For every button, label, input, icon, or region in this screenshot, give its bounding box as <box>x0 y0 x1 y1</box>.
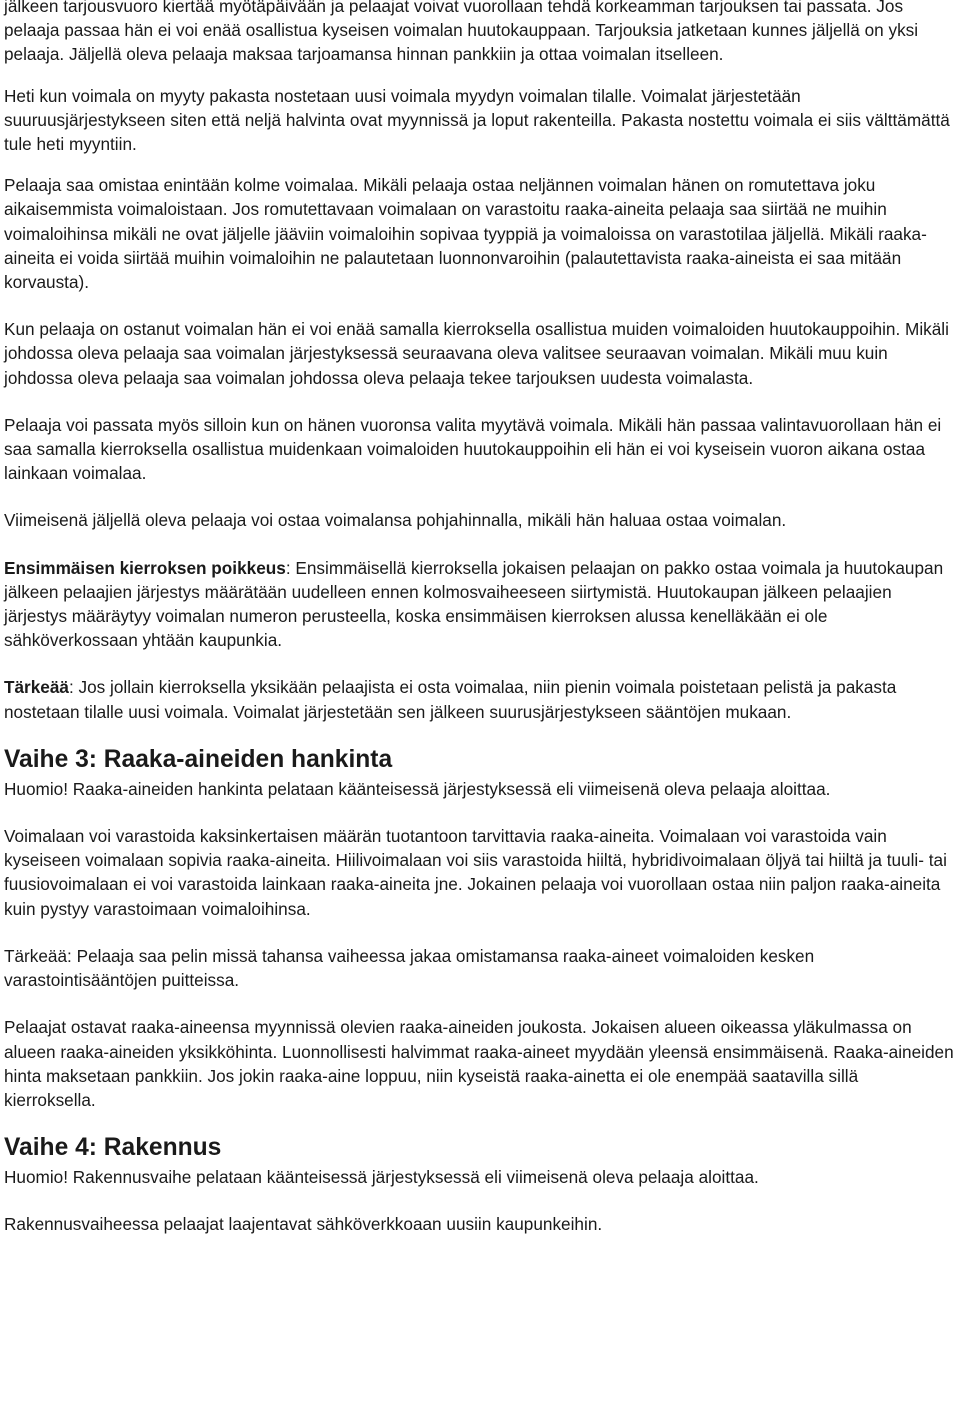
first-round-exception-text: : Ensimmäisellä kierroksella jokaisen pelaajan on pakko ostaa voimala ja huutokaupan jälkeen pelaajien järjestys määrätään uudelleen ennen kolmosvaiheeseen siirtymistä. Huutokaupan jälkeen pelaajien järjestys määräytyy voimalan numeron perusteella, koska ensimmäisen kierroksen alussa kenelläkään ei ole sähköverkossaan yhtään kaupunkia. <box>4 557 944 651</box>
paragraph-last-player: Viimeisenä jäljellä oleva pelaaja voi ostaa voimalansa pohjahinnalla, mikäli hän haluaa ostaa voimalan. <box>4 510 787 531</box>
paragraph-buying-resources: Pelaajat ostavat raaka-aineensa myynnissä olevien raaka-aineiden joukosta. Jokaisen alueen oikeassa yläkulmassa on alueen raaka-aineiden yksikköhinta. Luonnollisesti halvimmat raaka-aineet myydään yleensä ensimmäisenä. Raaka-aineiden hinta maksetaan pankkiin. Jos jokin raaka-aine loppuu, niin kyseistä raaka-ainetta ei ole enempää saatavilla sillä kierroksella. <box>4 1017 954 1110</box>
paragraph-resource-sharing: Tärkeää: Pelaaja saa pelin missä tahansa vaiheessa jakaa omistamansa raaka-aineet voimaloiden kesken varastointisääntöjen puitteissa. <box>4 945 815 991</box>
paragraph-first-round-exception <box>4 556 954 653</box>
paragraph-passing: Pelaaja voi passata myös silloin kun on hänen vuoronsa valita myytävä voimala. Mikäli hän passaa valintavuorollaan hän ei saa samalla kierroksella osallistua muidenkaan voimaloiden huutokauppoihin eli hän ei voi kyseisein vuoron aikana ostaa lainkaan voimalaa. <box>4 414 942 484</box>
important-note-lead: Tärkeää <box>4 677 69 698</box>
first-round-exception-lead: Ensimmäisen kierroksen poikkeus <box>4 557 286 578</box>
paragraph-phase-4-note: Huomio! Rakennusvaihe pelataan käänteisessä järjestyksessä eli viimeisenä oleva pelaaja aloittaa. <box>4 1167 759 1188</box>
paragraph-phase-3-note: Huomio! Raaka-aineiden hankinta pelataan käänteisessä järjestyksessä eli viimeisenä oleva pelaaja aloittaa. <box>4 778 831 799</box>
paragraph-after-purchase: Kun pelaaja on ostanut voimalan hän ei voi enää samalla kierroksella osallistua muiden voimaloiden huutokauppoihin. Mikäli johdossa oleva pelaaja saa voimalan järjestyksessä seuraavana oleva valitsee seuraavan voimalan. Mikäli muu kuin johdossa oleva pelaaja saa voimalan johdossa oleva pelaaja tekee tarjouksen uudesta voimalasta. <box>4 319 949 388</box>
paragraph-plant-limit: Pelaaja saa omistaa enintään kolme voimalaa. Mikäli pelaaja ostaa neljännen voimalan hänen on romutettava joku aikaisemmista voimaloistaan. Jos romutettavaan voimalaan on varastoitu raaka-aineita pelaaja saa siirtää ne muihin voimaloihinsa mikäli ne ovat jäljelle jääviin voimaloihin sopivaa tyyppiä ja voimaloissa on varastotilaa jäljellä. Mikäli raaka-aineita ei voida siirtää muihin voimaloihin ne palautetaan luonnonvaroihin (palautettavista raaka-aineista ei saa mitään korvausta). <box>4 175 927 293</box>
paragraph-auction-bidding: jälkeen tarjousvuoro kiertää myötäpäivään ja pelaajat voivat vuorollaan tehdä korkeamman tarjouksen tai passata. Jos pelaaja passaa hän ei voi enää osallistua kyseisen voimalan huutokauppaan. Tarjouksia jatketaan kunnes jäljellä on yksi pelaaja. Jäljellä oleva pelaaja maksaa tarjoamansa hinnan pankkiin ja ottaa voimalan itselleen. <box>4 0 919 65</box>
paragraph-storage-rules: Voimalaan voi varastoida kaksinkertaisen määrän tuotantoon tarvittavia raaka-aineita. Voimalaan voi varastoida vain kyseiseen voimalaan sopivia raaka-aineita. Hiilivoimalaan voi siis varastoida hiiltä, hybridivoimalaan öljyä tai hiiltä ja tuuli- tai fuusiovoimalaan ei voi varastoida lainkaan raaka-aineita jne. Jokainen pelaaja voi vuorollaan ostaa niin paljon raaka-aineita kuin pystyy varastoimaan voimaloihinsa. <box>4 826 947 919</box>
paragraph-replacement-plant: Heti kun voimala on myyty pakasta nostetaan uusi voimala myydyn voimalan tilalle. Voimalat järjestetään suuruusjärjestykseen siten että neljä halvinta ovat myynnissä ja loput rakenteilla. Pakasta nostettu voimala ei siis välttämättä tule heti myyntiin. <box>4 85 950 155</box>
section-heading-phase-4: Vaihe 4: Rakennus <box>4 1134 222 1162</box>
paragraph-important-note <box>4 675 954 723</box>
important-note-text: : Jos jollain kierroksella yksikään pelaajista ei osta voimalaa, niin pienin voimala poistetaan pelistä ja pakasta nostetaan tilalle uusi voimala. Voimalat järjestetään sen jälkeen suurusjärjestykseen sääntöjen mukaan. <box>4 677 897 722</box>
paragraph-building: Rakennusvaiheessa pelaajat laajentavat sähköverkkoaan uusiin kaupunkeihin. <box>4 1214 603 1235</box>
section-heading-phase-3: Vaihe 3: Raaka-aineiden hankinta <box>4 745 393 773</box>
